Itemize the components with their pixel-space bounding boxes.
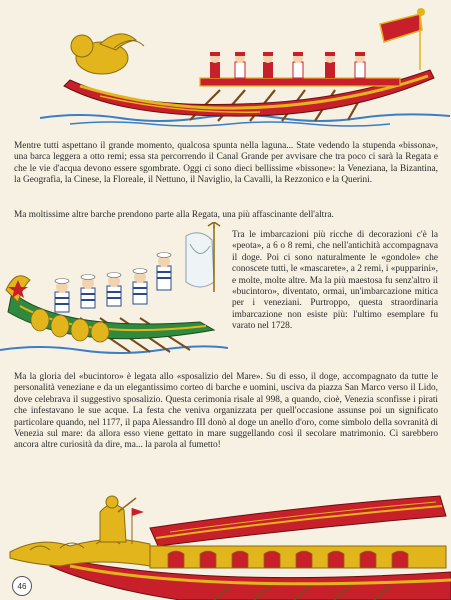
intro-text: Mentre tutti aspettano il grande momento, qualcosa spunta nella laguna... State vedendo la stupenda «bissona», una barca leggera a otto remi; essa sta percorrendo il Canal Grande per avvisare che tra poco ci sarà la Regata e che le vie d'acqua devono essere sgombrate. Oggi ci sono dieci bellissime «bissone»: la Veneziana, la Bizantina, la Geografia, la Cinese, la Floreale, il Nettuno, il Naviglio, la Cavalli, la Rezzonico e la Querini. [14, 141, 438, 186]
paragraph-other-boats [14, 210, 438, 221]
paragraph-peota [232, 230, 438, 333]
paragraph-bucintoro [14, 372, 438, 452]
other-boats-text: Ma moltissime altre barche prendono parte alla Regata, una più affascinante dell'altra. [14, 210, 334, 220]
peota-text: Tra le imbarcazioni più ricche di decorazioni c'è la «peota», a 6 o 8 remi, che nell'antichità accompagnava il doge. Poi ci sono naturalmente le «gondole» che conoscete tutti, le «mascarete», a 2 remi, i «pupparini», e molte, molte altre. Ma la più maestosa fu senz'altro il «bucintoro», diventato, ormai, un'imbarcazione mitica per i veneziani. Purtroppo, questa straordinaria imbarcazione non esiste più: l'ultimo esemplare fu varato nel 1728. [232, 230, 439, 332]
bucintoro-illustration [0, 488, 451, 600]
bucintoro-text: Ma la gloria del «bucintoro» è legata allo «sposalizio del Mare». Su di esso, il doge, accompagnato da tutte le personalità veneziane e da un elegantissimo corteo di barche e uomini, usciva da piazza San Marco verso il Lido, dove celebrava il suggestivo sposalizio. Questa cerimonia risale al 998, a quando, cioè, Venezia sconfisse i pirati che infestavano le sue acque. La festa che veniva organizzata per quell'occasione assunse poi un significato particolare quando, nel 1177, il papa Alessandro III donò al doge un anello d'oro, come simbolo della sovranità di Venezia sul mare: da allora esso viene gettato in mare suggellando così il secolare matrimonio. Ci sarebbero ancora altre curiosità da dire, ma... la parola al fumetto! [14, 372, 438, 451]
page-number: 46 [12, 576, 32, 596]
paragraph-intro [14, 141, 438, 187]
peota-illustration [0, 222, 228, 360]
bissona-illustration [40, 0, 450, 130]
